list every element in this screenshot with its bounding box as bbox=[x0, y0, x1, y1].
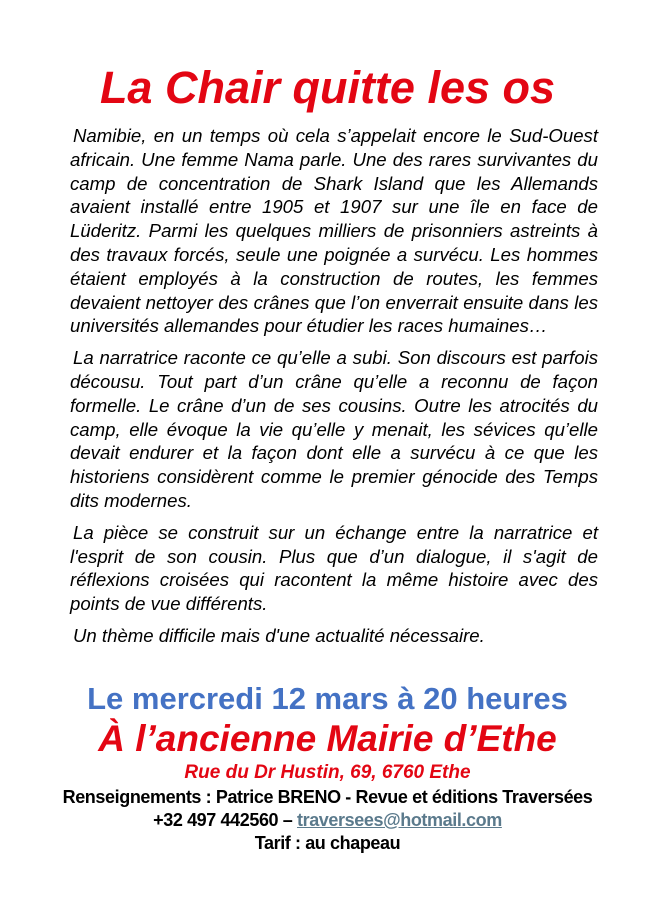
contact-info: Renseignements : Patrice BRENO - Revue et éditions Traversées bbox=[62, 787, 593, 807]
paragraph: La narratrice raconte ce qu’elle a subi. Son discours est parfois décousu. Tout part d’un crâne qu’elle a reconnu de façon formelle. Le crâne d’un de ses cousins. Outre les atrocités du camp, elle évoque la vie qu’elle y menait, les sévices qu’elle devait endurer et la façon dont elle a survécu à ce que les historiens considèrent comme le premier génocide des Temps dits modernes. bbox=[70, 347, 598, 511]
event-address: Rue du Dr Hustin, 69, 6760 Ethe bbox=[184, 762, 471, 783]
paragraph: La pièce se construit sur un échange entre la narratrice et l'esprit de son cousin. Plus que d’un dialogue, il s'agit de réflexions croisées qui racontent la même histoire avec des points de vue différents. bbox=[70, 521, 598, 615]
description bbox=[70, 124, 598, 656]
event-date: Le mercredi 12 mars à 20 heures bbox=[87, 681, 568, 716]
event-info bbox=[0, 680, 655, 855]
page-title: La Chair quitte les os bbox=[99, 62, 556, 113]
price: Tarif : au chapeau bbox=[254, 833, 401, 853]
event-venue: À l’ancienne Mairie d’Ethe bbox=[98, 718, 557, 759]
phone-email-line bbox=[0, 809, 655, 832]
phone: +32 497 442560 – bbox=[153, 810, 293, 830]
email-link[interactable]: traversees@hotmail.com bbox=[297, 810, 502, 830]
paragraph: Un thème difficile mais d'une actualité nécessaire. bbox=[73, 624, 485, 646]
paragraph: Namibie, en un temps où cela s’appelait encore le Sud-Ouest africain. Une femme Nama parle. Une des rares survivantes du camp de concentration de Shark Island que les Allemands avaient installé entre 1905 et 1907 sur une île en face de Lüderitz. Parmi les quelques milliers de prisonniers astreints à des travaux forcés, seule une poignée a survécu. Les hommes étaient employés à la construction de routes, les femmes devaient nettoyer des crânes que l’on enverrait ensuite dans les universités allemandes pour étudier les races humaines… bbox=[70, 125, 598, 337]
